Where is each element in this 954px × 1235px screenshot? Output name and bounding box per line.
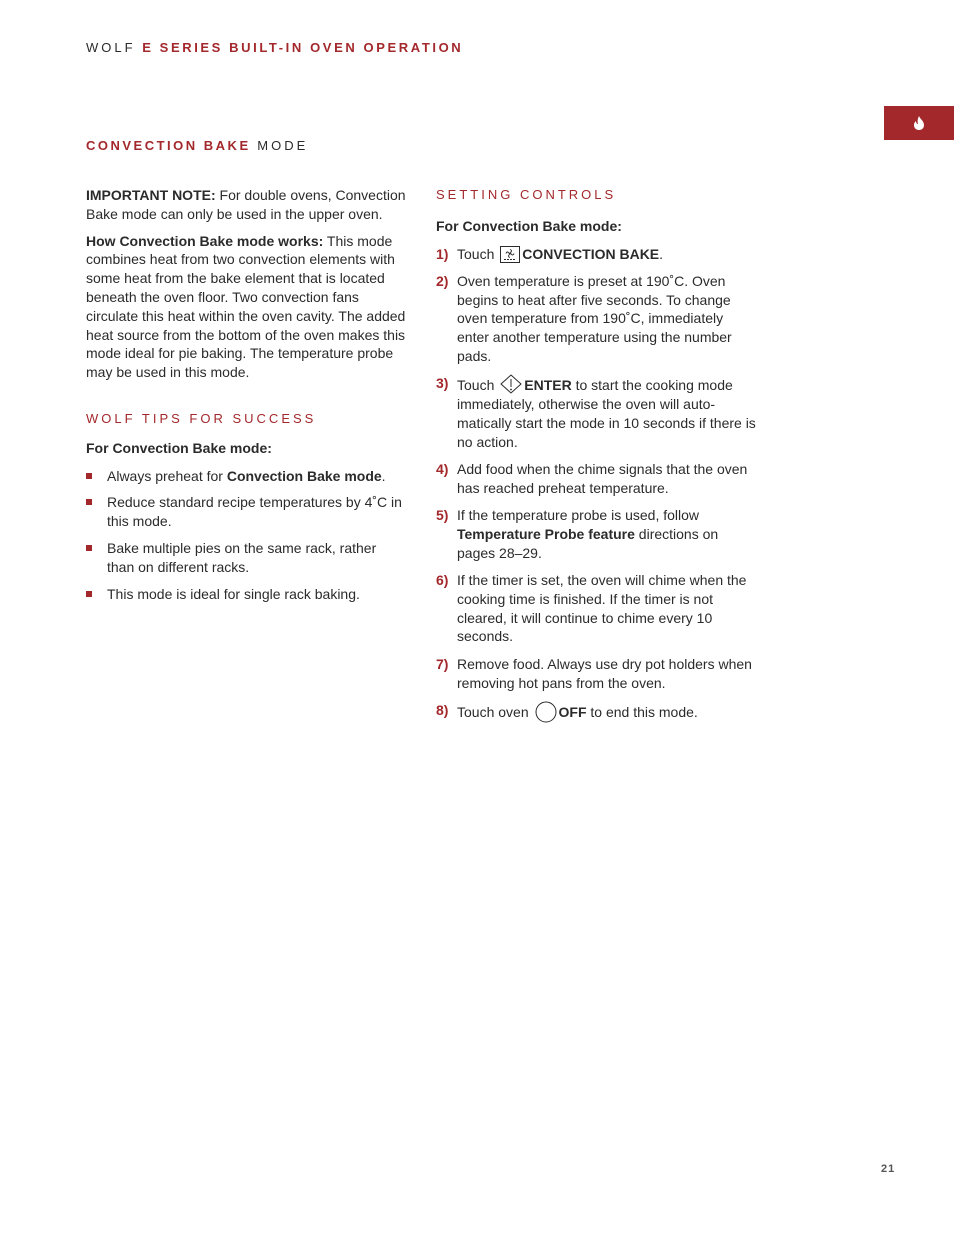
- convection-bake-icon: [500, 246, 520, 263]
- tips-intro: For Convection Bake mode:: [86, 439, 272, 456]
- list-item: Reduce standard recipe temperatures by 4˚C in this mode.: [86, 493, 406, 531]
- bullet-icon: [86, 473, 92, 479]
- step-3: 3) Touch ENTER to start the cooking mode immediately, otherwise the oven will auto-matically start the mode in 10 seconds if there is no action.: [436, 375, 756, 450]
- how-it-works: [86, 232, 406, 382]
- list-item: Bake multiple pies on the same rack, rather than on different racks.: [86, 539, 406, 577]
- page-number: 21: [881, 1163, 896, 1175]
- tips-heading: WOLF TIPS FOR SUCCESS: [86, 410, 317, 426]
- important-note-label: IMPORTANT NOTE:: [86, 187, 216, 203]
- right-column: [436, 186, 758, 731]
- controls-intro: For Convection Bake mode:: [436, 217, 622, 234]
- step-1: 1) Touch CONVECTION BAKE.: [436, 245, 664, 262]
- bullet-icon: [86, 545, 92, 551]
- step-4: 4) Add food when the chime signals that the oven has reached preheat temperature.: [436, 461, 748, 496]
- flame-icon: [912, 115, 926, 131]
- important-note: [86, 186, 406, 224]
- header-series: E SERIES BUILT-IN OVEN OPERATION: [142, 40, 464, 55]
- bullet-icon: [86, 499, 92, 505]
- section-title-bold: CONVECTION BAKE: [86, 138, 251, 153]
- step-5: 5) If the temperature probe is used, follow Temperature Probe feature directions on pages 28–29.: [436, 507, 719, 561]
- list-item: Always preheat for Convection Bake mode.: [86, 467, 406, 486]
- section-title-light: MODE: [257, 138, 309, 153]
- tips-list: [86, 467, 406, 604]
- step-8: 8) Touch oven OFF to end this mode.: [436, 701, 758, 723]
- setting-controls-heading: SETTING CONTROLS: [436, 187, 617, 202]
- step-6: 6) If the timer is set, the oven will chime when the cooking time is finished. If the timer is not cleared, it will continue to chime every 10 seconds.: [436, 572, 747, 645]
- bullet-icon: [86, 591, 92, 597]
- enter-icon: [500, 374, 522, 394]
- step-2: 2) Oven temperature is preset at 190˚C. Oven begins to heat after five seconds. To change oven temperature from 190˚C, immediately enter another temperature using the number pads.: [436, 272, 732, 365]
- how-it-works-label: How Convection Bake mode works:: [86, 232, 324, 249]
- off-circle-icon: [535, 701, 557, 723]
- running-header: [86, 40, 463, 55]
- list-item: This mode is ideal for single rack baking.: [86, 585, 406, 604]
- steps-list: [436, 245, 758, 723]
- step-7: 7) Remove food. Always use dry pot holders when removing hot pans from the oven.: [436, 655, 752, 691]
- header-brand: WOLF: [86, 40, 136, 55]
- section-tab: [884, 106, 954, 140]
- left-column: [86, 186, 406, 611]
- section-title: [86, 138, 308, 153]
- how-it-works-text: This mode combines heat from two convection elements with some heat from the bake element that is located beneath the oven floor. Two convection fans circulate this heat within the oven cavity. The added heat source from the bottom of the oven makes this mode ideal for pie baking. The temperature probe may be used in this mode.: [86, 232, 406, 381]
- important-note-text: For double ovens, Convection Bake mode can only be used in the upper oven.: [86, 187, 406, 222]
